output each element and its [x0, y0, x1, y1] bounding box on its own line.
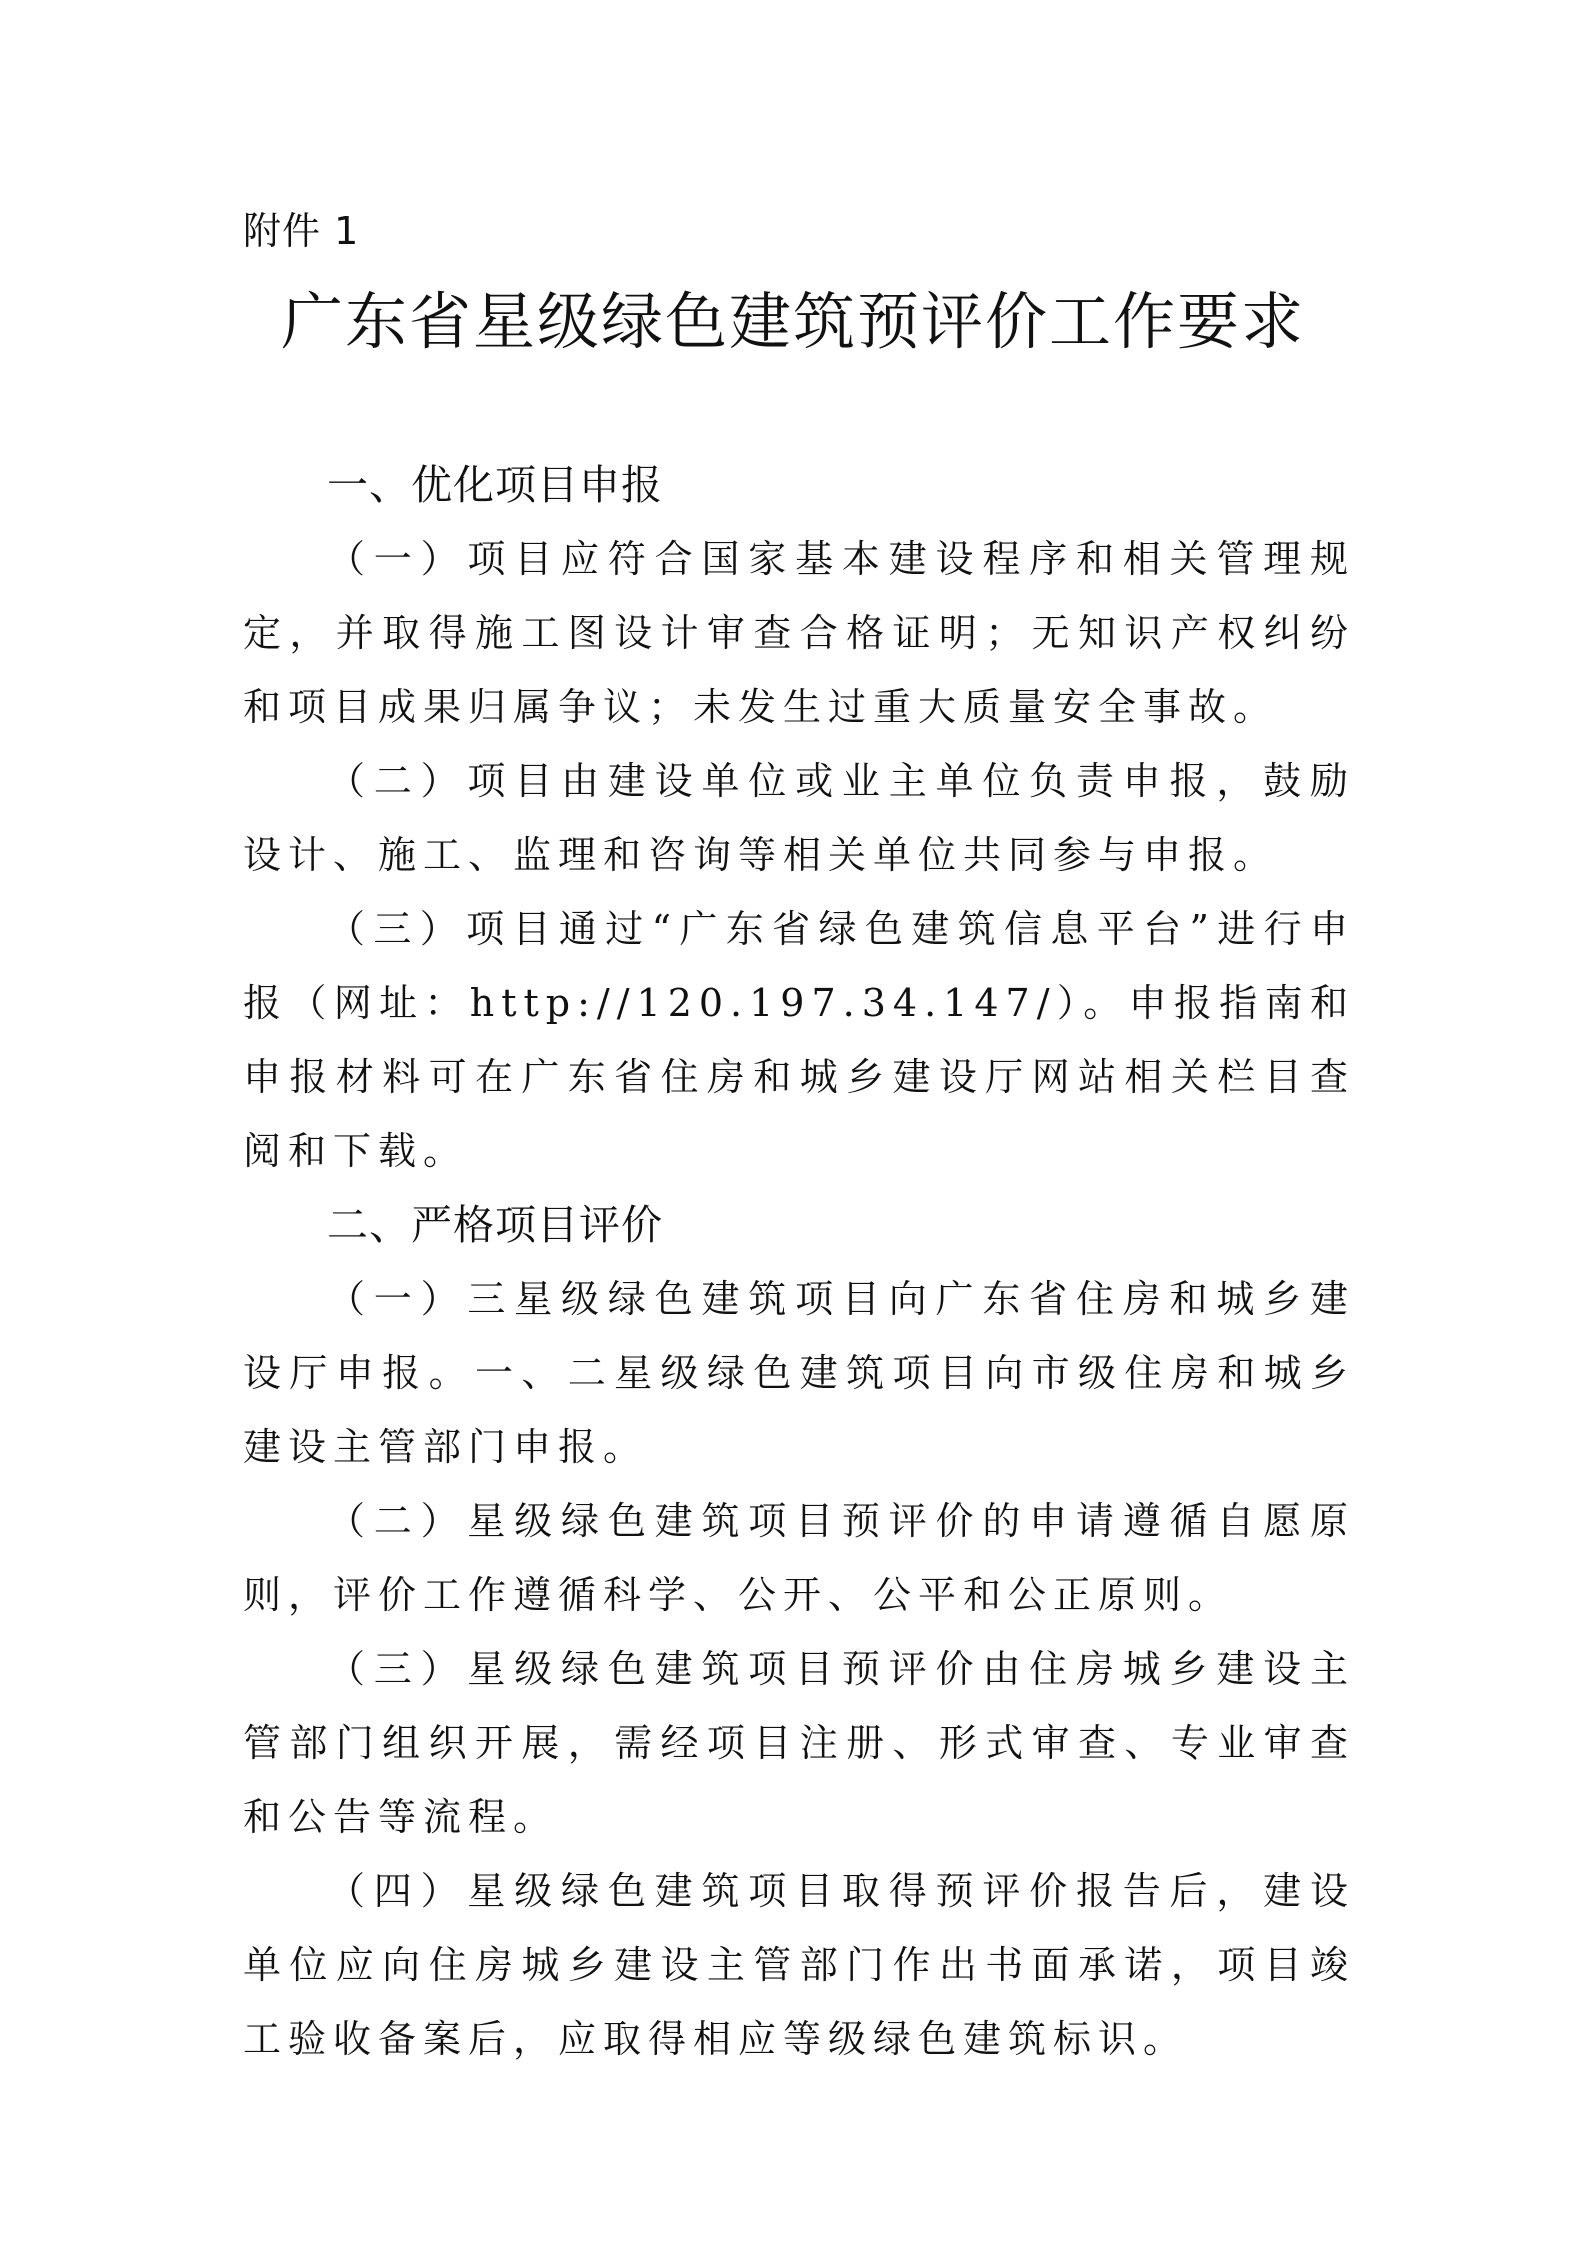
- paragraph: （三）项目通过“广东省绿色建筑信息平台”进行申报（网址：http://120.197.34.147/）。申报指南和申报材料可在广东省住房和城乡建设厅网站相关栏目查阅和下载。: [243, 907, 1355, 1173]
- section-heading-strict-evaluation: 二、严格项目评价: [327, 1201, 663, 1249]
- paragraph: （三）星级绿色建筑项目预评价由住房城乡建设主管部门组织开展，需经项目注册、形式审查、专业审查和公告等流程。: [243, 1647, 1355, 1839]
- paragraph: （二）项目由建设单位或业主单位负责申报，鼓励设计、施工、监理和咨询等相关单位共同参与申报。: [243, 759, 1355, 877]
- paragraph: （一）项目应符合国家基本建设程序和相关管理规定，并取得施工图设计审查合格证明；无知识产权纠纷和项目成果归属争议；未发生过重大质量安全事故。: [243, 537, 1355, 729]
- document-title: 广东省星级绿色建筑预评价工作要求: [280, 285, 1305, 358]
- paragraph: （四）星级绿色建筑项目取得预评价报告后，建设单位应向住房城乡建设主管部门作出书面承诺，项目竣工验收备案后，应取得相应等级绿色建筑标识。: [243, 1869, 1355, 2061]
- paragraph: （二）星级绿色建筑项目预评价的申请遵循自愿原则，评价工作遵循科学、公开、公平和公正原则。: [243, 1499, 1355, 1617]
- section-heading-optimize-application: 一、优化项目申报: [327, 461, 663, 509]
- attachment-label: 附件 1: [243, 209, 360, 253]
- document-body: [243, 448, 1355, 2076]
- paragraph: （一）三星级绿色建筑项目向广东省住房和城乡建设厅申报。一、二星级绿色建筑项目向市级住房和城乡建设主管部门申报。: [243, 1277, 1355, 1469]
